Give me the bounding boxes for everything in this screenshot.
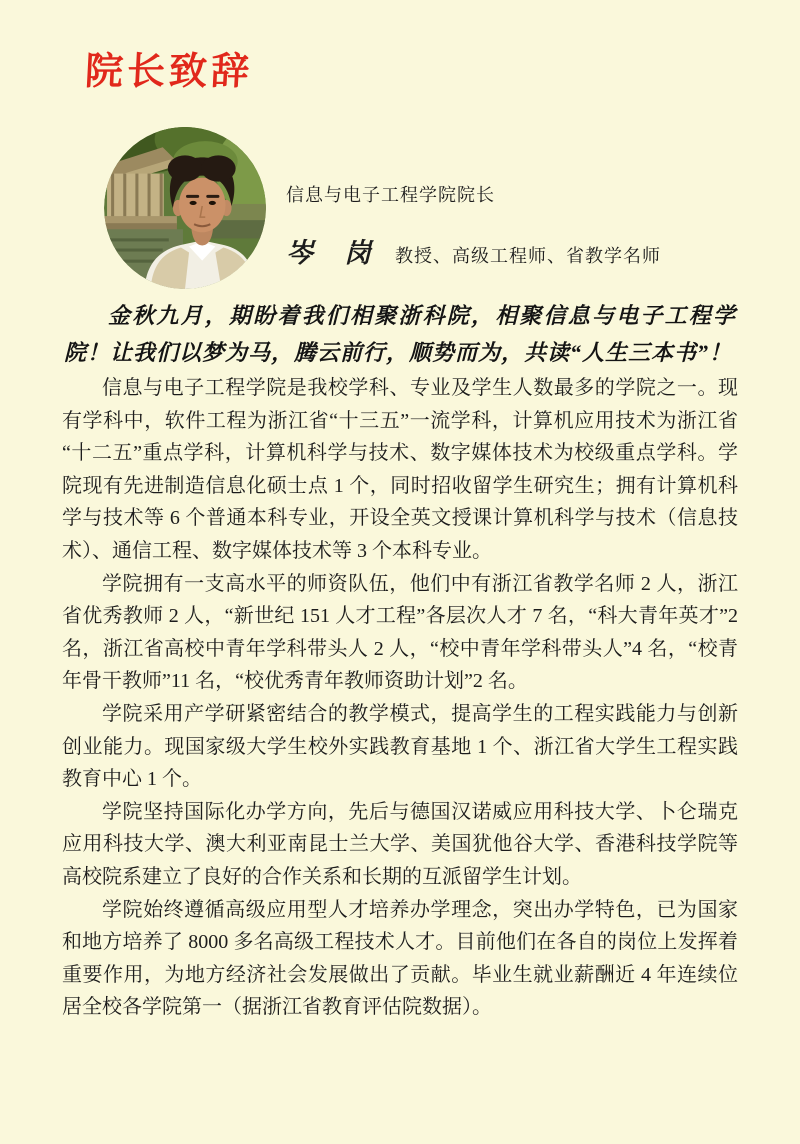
paragraph-talent-training: 学院始终遵循高级应用型人才培养办学理念，突出办学特色，已为国家和地方培养了 8000 多名高级工程技术人才。目前他们在各自的岗位上发挥着重要作用，为地方经济社会发展做出了贡献。毕业生就业薪酬近 4 年连续位居全校各学院第一（据浙江省教育评估院数据）。 (62, 898, 738, 1019)
profile-info (286, 183, 661, 270)
paragraph-faculty: 学院拥有一支高水平的师资队伍，他们中有浙江省教学名师 2 人，浙江省优秀教师 2 人，“新世纪 151 人才工程”各层次人才 7 名，“科大青年英才”2 名，浙江省高校中青年学科带头人 2 人，“校中青年学科带头人”4 名，“校青年骨干教师”11 名，“校优秀青年教师资助计划”2 名。 (62, 572, 738, 693)
dean-position-title: 信息与电子工程学院院长 (286, 185, 495, 205)
page-title: 院长致辞 (83, 51, 255, 93)
article-body (62, 372, 738, 1024)
dean-quote: 金秋九月，期盼着我们相聚浙科院，相聚信息与电子工程学院！让我们以梦为马，腾云前行，顺势而为，共读“人生三本书”！ (64, 303, 736, 365)
dean-name-row (286, 231, 661, 270)
paragraph-disciplines: 信息与电子工程学院是我校学科、专业及学生人数最多的学院之一。现有学科中，软件工程为浙江省“十三五”一流学科，计算机应用技术为浙江省“十二五”重点学科，计算机科学与技术、数字媒体技术为校级重点学科。学院现有先进制造信息化硕士点 1 个，同时招收留学生研究生；拥有计算机科学与技术等 6 个普通本科专业，开设全英文授课计算机科学与技术（信息技术）、通信工程、数字媒体技术等 3 个本科专业。 (62, 377, 738, 562)
paragraph-teaching-model: 学院采用产学研紧密结合的教学模式，提高学生的工程实践能力与创新创业能力。现国家级大学生校外实践教育基地 1 个、浙江省大学生工程实践教育中心 1 个。 (62, 702, 738, 791)
dean-portrait-image (104, 127, 266, 289)
dean-name: 岑 岗 (286, 238, 373, 268)
dean-photo (104, 127, 266, 289)
paragraph-international: 学院坚持国际化办学方向，先后与德国汉诺威应用科技大学、卜仑瑞克应用科技大学、澳大利亚南昆士兰大学、美国犹他谷大学、香港科技学院等高校院系建立了良好的合作关系和长期的互派留学生计划。 (62, 800, 738, 888)
dean-credentials: 教授、高级工程师、省教学名师 (395, 246, 661, 266)
